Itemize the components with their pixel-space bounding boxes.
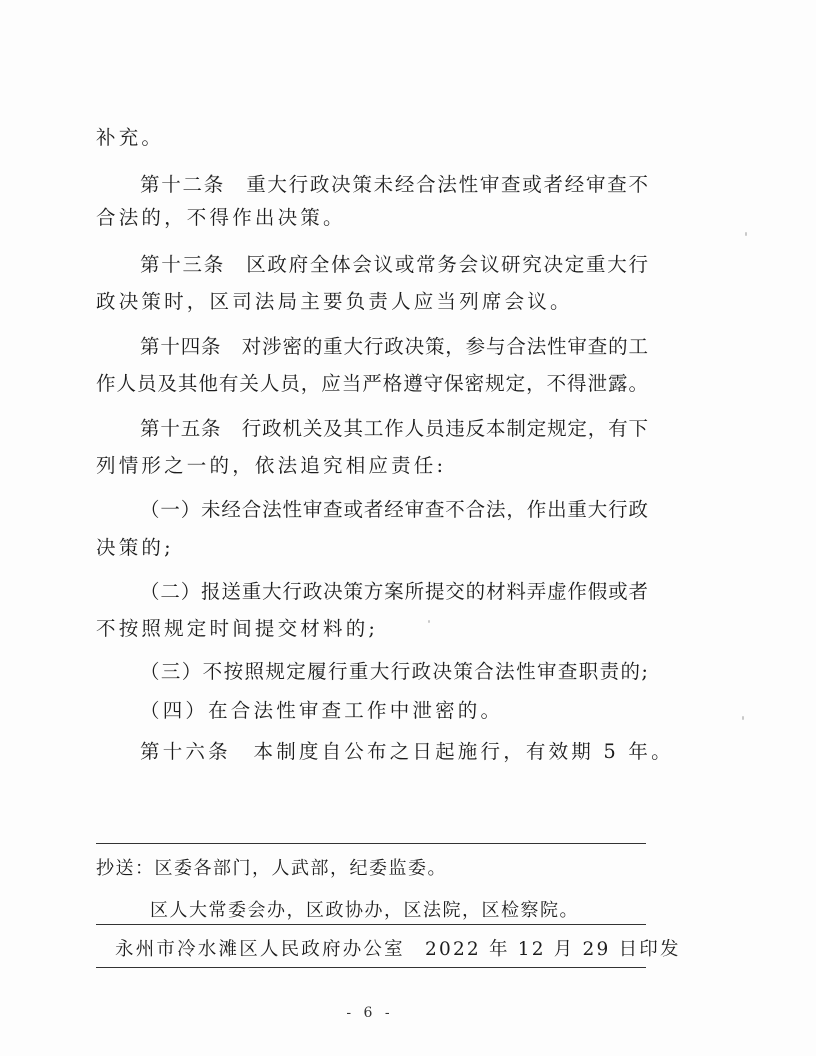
- item-3-line: （三）不按照规定履行重大行政决策合法性审查职责的;: [140, 660, 648, 683]
- article-13-line-1: 第十三条 区政府全体会议或常务会议研究决定重大行: [140, 253, 648, 276]
- issue-date: 2022 年 12 月 29 日印发: [425, 939, 681, 960]
- issuer-org: 永州市冷水滩区人民政府办公室: [115, 939, 405, 960]
- article-15-line-1: 第十五条 行政机关及其工作人员违反本制定规定，有下: [140, 417, 648, 440]
- item-2-line-2: 不按照规定时间提交材料的;: [96, 617, 379, 640]
- article-13-line-2: 政决策时，区司法局主要负责人应当列席会议。: [96, 290, 573, 313]
- article-15-line-2: 列情形之一的，依法追究相应责任:: [96, 454, 447, 477]
- bottom-rule: [96, 967, 646, 968]
- cc-line-2: 区人大常委会办，区政协办，区法院，区检察院。: [150, 900, 579, 921]
- top-rule: [96, 843, 646, 844]
- scan-speck: [745, 232, 747, 236]
- item-1-line-1: （一）未经合法性审查或者经审查不合法，作出重大行政: [140, 498, 648, 521]
- cc-line-1: 抄送：区委各部门，人武部，纪委监委。: [96, 858, 447, 879]
- middle-rule: [96, 924, 646, 925]
- scan-speck: [742, 716, 744, 720]
- article-14-line-1: 第十四条 对涉密的重大行政决策，参与合法性审查的工: [140, 335, 648, 358]
- article-12-line-1: 第十二条 重大行政决策未经合法性审查或者经审查不: [140, 173, 648, 196]
- body-line-1: 补充。: [96, 126, 165, 149]
- page-number: - 6 -: [346, 1005, 394, 1021]
- item-1-line-2: 决策的;: [96, 536, 174, 559]
- item-2-line-1: （二）报送重大行政决策方案所提交的材料弄虚作假或者: [140, 580, 648, 603]
- item-4-line: （四）在合法性审查工作中泄密的。: [140, 699, 504, 722]
- article-14-line-2: 作人员及其他有关人员，应当严格遵守保密规定，不得泄露。: [96, 372, 648, 395]
- article-16-line: 第十六条 本制度自公布之日起施行，有效期 5 年。: [140, 740, 674, 763]
- scan-speck: [428, 620, 430, 623]
- article-12-line-2: 合法的，不得作出决策。: [96, 206, 346, 229]
